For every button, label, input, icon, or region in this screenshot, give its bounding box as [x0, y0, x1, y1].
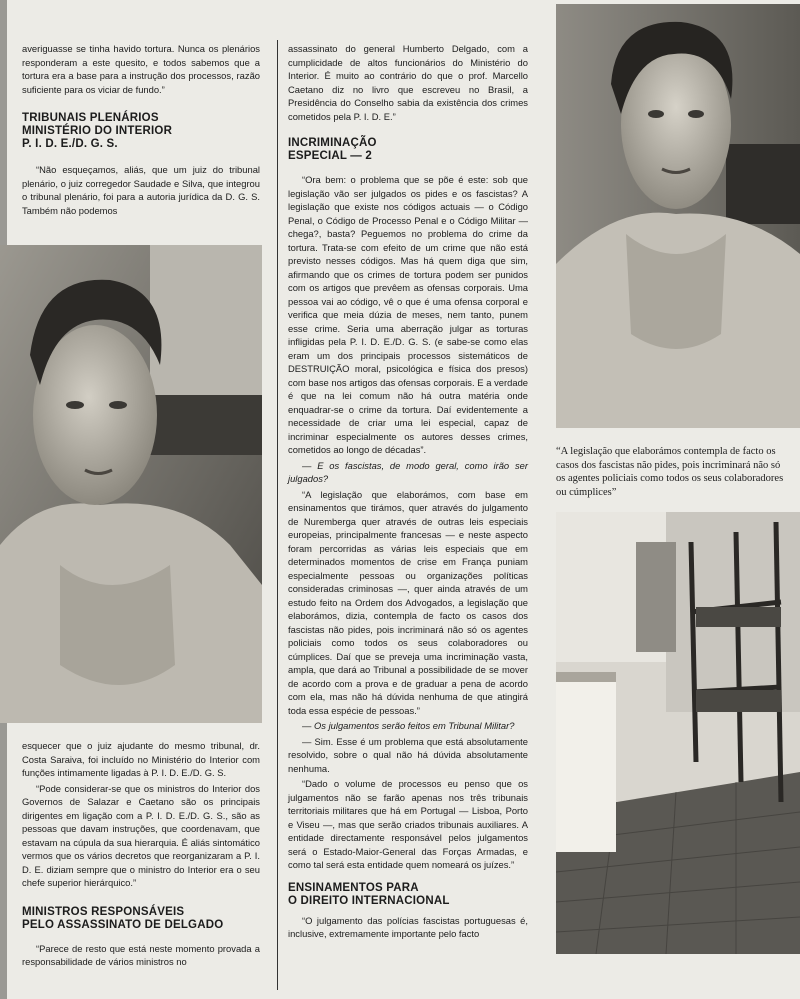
- section-heading-ensinamentos: ENSINAMENTOS PARA O DIREITO INTERNACIONAL: [288, 881, 450, 907]
- portrait-photo-left: [0, 245, 262, 723]
- section-heading-incriminacao: INCRIMINAÇÃO ESPECIAL — 2: [288, 137, 377, 162]
- portrait-illustration: [556, 4, 800, 428]
- photo-caption: “A legislação que elaborámos contempla de facto os casos dos fascistas não pides, pois incriminará não só os agentes policiais como todos os seus colaboradores ou cúmplices”: [556, 446, 784, 498]
- paragraph: assassinato do general Humberto Delgado, com a cumplicidade de altos funcionários do Ministério do Interior. É muito ao contrário do que o prof. Marcello Caetano diz no livro que escreveu no Brasil, a Presidência do Conselho sabia da existência dos crimes cometidos pela P. I. D. E.”: [288, 43, 528, 122]
- column-divider: [277, 40, 278, 990]
- paragraph: “Pode considerar-se que os ministros do Interior dos Governos de Salazar e Caetano são os principais dirigentes em ligação com a P. I. D. E./D. G. S., são as pessoas que davam instruções, que coordenavam, que estavam na cúpula da sua hierarquia. É aliás sintomático vermos que os vários decretos que reorganizaram a P. I. D. E. diziam sempre que o ministro do Interior era o seu chefe superior hierárquico.”: [22, 782, 260, 888]
- portrait-illustration: [0, 245, 262, 723]
- paragraph: esquecer que o juiz ajudante do mesmo tribunal, dr. Costa Saraiva, foi incluído no Ministério do Interior com funções intimamente ligadas à P. I. D. E./D. G. S.: [22, 740, 260, 778]
- paragraph: “Dado o volume de processos eu penso que os julgamentos não se farão apenas nos três tribunais territoriais militares que há em Portugal — Lisboa, Porto e Viseu —, mas que serão criados tribunais auxiliares. A entidade directamente responsável pelos julgamentos será o Estado-Maior-General das Forças Armadas, e como tal será esta entidade quem nomeará os juízes.”: [288, 778, 528, 870]
- column-1-bottom: [22, 739, 260, 971]
- paragraph: — Sim. Esse é um problema que está absolutamente resolvido, sobre o qual não há dúvida absolutamente nenhuma.: [288, 735, 528, 774]
- paragraph: averiguasse se tinha havido tortura. Nunca os plenários responderam a este quesito, e todos sabemos que a tortura era a base para a instrução dos processos, razão suficiente para os viciar de fundo.”: [22, 43, 260, 95]
- section-heading-tribunais: TRIBUNAIS PLENÁRIOS MINISTÉRIO DO INTERIOR P. I. D. E./D. G. S.: [22, 112, 173, 150]
- paragraph: “Ora bem: o problema que se põe é este: sob que legislação vão ser julgados os pides e os fascistas? A legislação que existe nos códigos actuais — o Código Penal, o Código de Processo Penal e o Código Militar — chega?, basta? Peguemos no problema do crime da tortura. Trata-se com efeito de um crime que não está previsto nesses códigos. Mas há quem diga que sim, afirmando que os crimes de tortura podem ser punidos com os artigos que prevêem as ofensas corporais. Uma pessoa vai ao código, vê o que é uma ofensa corporal e verifica que meia dúzia de meses, nem tanto, punem esse crime. Seria uma aberração julgar as torturas infligidas pela P. I. D. E./D. G. S. (e sabe-se como elas eram um dos principais processos sistemáticos de DESTRUIÇÃO moral, psicológica e física dos presos) com base nos artigos das ofensas corporais. E a verdade é que na lei comum não há outra matéria onde enquadrar-se o crime da tortura. Daí evidentemente a necessidade de criar uma lei especial, capaz de incriminar especialmente os autores desses crimes, cometidos ao longo de décadas”.: [288, 174, 528, 455]
- column-1-top: [22, 42, 260, 219]
- prison-cell-photo: [556, 512, 800, 954]
- section-heading-ministros: MINISTROS RESPONSÁVEIS PELO ASSASSINATO DE DELGADO: [22, 905, 224, 931]
- paragraph: “Não esqueçamos, aliás, que um juiz do tribunal plenário, o juiz corregedor Saudade e Silva, que integrou o tribunal plenário, foi para a autoria jurídica da D. G. S. Também não podemos: [22, 164, 260, 216]
- prison-cell-illustration: [556, 512, 800, 954]
- column-2: [288, 42, 528, 943]
- paragraph: “O julgamento das polícias fascistas portuguesas é, inclusive, extremamente importante pelo facto: [288, 914, 528, 939]
- paragraph: “Parece de resto que está neste momento provada a responsabilidade de vários ministros no: [22, 942, 260, 967]
- interview-question: — E os fascistas, de modo geral, como irão ser julgados?: [288, 459, 528, 484]
- interview-question: — Os julgamentos serão feitos em Tribunal Militar?: [302, 720, 515, 731]
- portrait-photo-right: [556, 4, 800, 428]
- paragraph: “A legislação que elaborámos, com base em ensinamentos que tirámos, quer através do julgamento de Nuremberga quer através de outras leis especiais europeias, principalmente francesas — e neste aspecto foram percorridas as várias leis especiais que em determinados momentos de crise em França puniam especialmente pessoas ou organizações políticas consideradas criminosas —, quer ainda através de um estudo feito na Ordem dos Advogados, a legislação que elaborámos, dizia, contempla de facto os casos dos fascistas não pides, pois incriminará não só os agentes policiais como todos os seus colaboradores ou cúmplices. Daí que se preveja uma incriminação vasta, ampla, que dará ao Tribunal a possibilidade de se mover de acordo com a prova e de graduar a pena de acordo com ela, mas não há dúvida nenhuma de que atingirá toda essa espécie de pessoas.”: [288, 488, 528, 716]
